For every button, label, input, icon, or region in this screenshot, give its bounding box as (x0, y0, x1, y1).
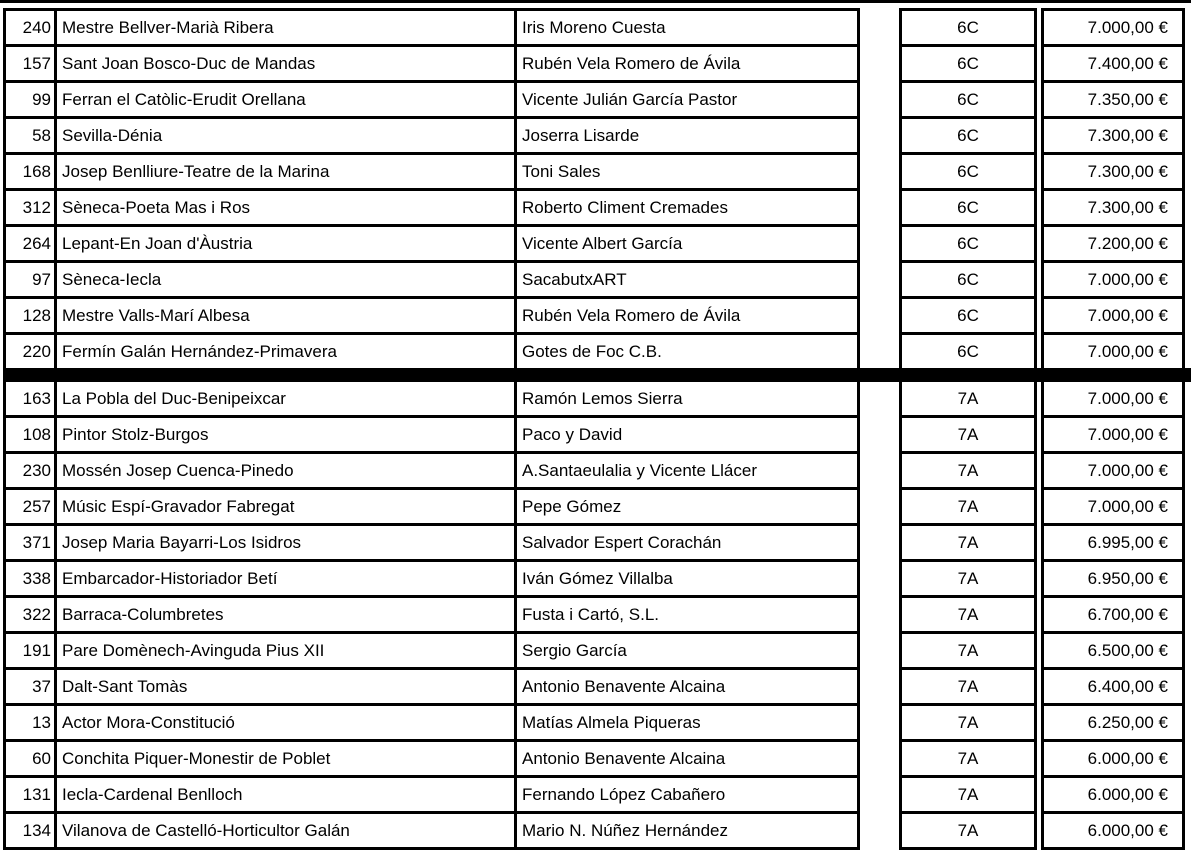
census-number-cell: 168 (3, 152, 57, 191)
table-row (3, 451, 1191, 490)
census-number-cell: 264 (3, 224, 57, 263)
section-cell: 7A (899, 631, 1037, 670)
table-row (3, 116, 1191, 155)
artist-name-cell: Vicente Julián García Pastor (514, 80, 860, 119)
falla-name-cell: Josep Maria Bayarri-Los Isidros (54, 523, 517, 562)
census-number-cell: 163 (3, 379, 57, 418)
budget-cell: 7.300,00 € (1041, 188, 1185, 227)
column-gap (860, 224, 899, 263)
falla-name-cell: Músic Espí-Gravador Fabregat (54, 487, 517, 526)
falla-name-cell: Josep Benlliure-Teatre de la Marina (54, 152, 517, 191)
artist-name-cell: SacabutxART (514, 260, 860, 299)
falla-name-cell: Barraca-Columbretes (54, 595, 517, 634)
section-cell: 6C (899, 116, 1037, 155)
table-row (3, 523, 1191, 562)
artist-name-cell: Rubén Vela Romero de Ávila (514, 44, 860, 83)
artist-name-cell: Salvador Espert Corachán (514, 523, 860, 562)
budget-cell: 6.995,00 € (1041, 523, 1185, 562)
section-cell: 6C (899, 224, 1037, 263)
falla-name-cell: Mestre Valls-Marí Albesa (54, 296, 517, 335)
column-gap (860, 80, 899, 119)
artist-name-cell: Paco y David (514, 415, 860, 454)
column-gap (860, 559, 899, 598)
budget-cell: 7.000,00 € (1041, 415, 1185, 454)
table-row (3, 811, 1191, 850)
table-row (3, 631, 1191, 670)
artist-name-cell: Toni Sales (514, 152, 860, 191)
artist-name-cell: Fusta i Cartó, S.L. (514, 595, 860, 634)
table-row (3, 739, 1191, 778)
census-number-cell: 13 (3, 703, 57, 742)
falla-name-cell: Actor Mora-Constitució (54, 703, 517, 742)
census-number-cell: 157 (3, 44, 57, 83)
artist-name-cell: Ramón Lemos Sierra (514, 379, 860, 418)
budget-cell: 6.000,00 € (1041, 775, 1185, 814)
table-row (3, 559, 1191, 598)
budget-cell: 7.200,00 € (1041, 224, 1185, 263)
artist-name-cell: Rubén Vela Romero de Ávila (514, 296, 860, 335)
table-row (3, 415, 1191, 454)
budget-cell: 7.300,00 € (1041, 152, 1185, 191)
column-gap (860, 188, 899, 227)
census-number-cell: 128 (3, 296, 57, 335)
census-number-cell: 338 (3, 559, 57, 598)
census-number-cell: 58 (3, 116, 57, 155)
budget-cell: 6.700,00 € (1041, 595, 1185, 634)
budget-cell: 7.000,00 € (1041, 379, 1185, 418)
census-number-cell: 134 (3, 811, 57, 850)
artist-name-cell: Iván Gómez Villalba (514, 559, 860, 598)
census-number-cell: 108 (3, 415, 57, 454)
table-row (3, 80, 1191, 119)
section-cell: 6C (899, 152, 1037, 191)
section-cell: 6C (899, 260, 1037, 299)
column-gap (860, 451, 899, 490)
falla-budget-table (3, 8, 1191, 850)
budget-cell: 7.000,00 € (1041, 260, 1185, 299)
artist-name-cell: Fernando López Cabañero (514, 775, 860, 814)
falla-name-cell: Vilanova de Castelló-Horticultor Galán (54, 811, 517, 850)
falla-name-cell: Mossén Josep Cuenca-Pinedo (54, 451, 517, 490)
artist-name-cell: Antonio Benavente Alcaina (514, 739, 860, 778)
column-gap (860, 152, 899, 191)
section-cell: 7A (899, 703, 1037, 742)
column-gap (860, 775, 899, 814)
table-row (3, 703, 1191, 742)
column-gap (860, 595, 899, 634)
section-cell: 6C (899, 80, 1037, 119)
falla-name-cell: Iecla-Cardenal Benlloch (54, 775, 517, 814)
census-number-cell: 60 (3, 739, 57, 778)
artist-name-cell: Sergio García (514, 631, 860, 670)
section-cell: 6C (899, 188, 1037, 227)
table-row (3, 260, 1191, 299)
budget-cell: 6.950,00 € (1041, 559, 1185, 598)
section-cell: 7A (899, 775, 1037, 814)
column-gap (860, 379, 899, 418)
column-gap (860, 631, 899, 670)
budget-cell: 6.000,00 € (1041, 811, 1185, 850)
artist-name-cell: Roberto Climent Cremades (514, 188, 860, 227)
falla-name-cell: Conchita Piquer-Monestir de Poblet (54, 739, 517, 778)
top-border-fragment (0, 0, 1191, 3)
column-gap (860, 487, 899, 526)
column-gap (860, 296, 899, 335)
census-number-cell: 371 (3, 523, 57, 562)
section-cell: 7A (899, 379, 1037, 418)
census-number-cell: 257 (3, 487, 57, 526)
falla-name-cell: Lepant-En Joan d'Àustria (54, 224, 517, 263)
table-row (3, 296, 1191, 335)
column-gap (860, 260, 899, 299)
table-row (3, 667, 1191, 706)
census-number-cell: 97 (3, 260, 57, 299)
section-cell: 6C (899, 8, 1037, 47)
budget-cell: 7.300,00 € (1041, 116, 1185, 155)
table-row (3, 8, 1191, 47)
column-gap (860, 116, 899, 155)
artist-name-cell: Vicente Albert García (514, 224, 860, 263)
budget-cell: 7.000,00 € (1041, 332, 1185, 371)
census-number-cell: 240 (3, 8, 57, 47)
column-gap (860, 811, 899, 850)
table-row (3, 379, 1191, 418)
budget-cell: 6.250,00 € (1041, 703, 1185, 742)
artist-name-cell: Mario N. Núñez Hernández (514, 811, 860, 850)
artist-name-cell: Pepe Gómez (514, 487, 860, 526)
census-number-cell: 220 (3, 332, 57, 371)
section-cell: 6C (899, 332, 1037, 371)
budget-cell: 7.000,00 € (1041, 451, 1185, 490)
budget-cell: 6.500,00 € (1041, 631, 1185, 670)
section-cell: 7A (899, 415, 1037, 454)
budget-cell: 6.000,00 € (1041, 739, 1185, 778)
section-cell: 7A (899, 811, 1037, 850)
census-number-cell: 312 (3, 188, 57, 227)
column-gap (860, 332, 899, 371)
section-cell: 6C (899, 44, 1037, 83)
column-gap (860, 415, 899, 454)
table-row (3, 224, 1191, 263)
column-gap (860, 44, 899, 83)
falla-name-cell: Pintor Stolz-Burgos (54, 415, 517, 454)
falla-name-cell: Sant Joan Bosco-Duc de Mandas (54, 44, 517, 83)
census-number-cell: 37 (3, 667, 57, 706)
budget-cell: 7.000,00 € (1041, 296, 1185, 335)
column-gap (860, 739, 899, 778)
falla-name-cell: Embarcador-Historiador Betí (54, 559, 517, 598)
table-row (3, 44, 1191, 83)
column-gap (860, 667, 899, 706)
artist-name-cell: A.Santaeulalia y Vicente Llácer (514, 451, 860, 490)
table-row (3, 332, 1191, 371)
column-gap (860, 8, 899, 47)
budget-cell: 7.400,00 € (1041, 44, 1185, 83)
budget-cell: 7.000,00 € (1041, 8, 1185, 47)
census-number-cell: 131 (3, 775, 57, 814)
census-number-cell: 230 (3, 451, 57, 490)
section-cell: 6C (899, 296, 1037, 335)
falla-name-cell: Sevilla-Dénia (54, 116, 517, 155)
column-gap (860, 703, 899, 742)
falla-name-cell: Sèneca-Poeta Mas i Ros (54, 188, 517, 227)
falla-name-cell: La Pobla del Duc-Benipeixcar (54, 379, 517, 418)
census-number-cell: 322 (3, 595, 57, 634)
artist-name-cell: Iris Moreno Cuesta (514, 8, 860, 47)
budget-cell: 7.000,00 € (1041, 487, 1185, 526)
section-cell: 7A (899, 451, 1037, 490)
budget-cell: 7.350,00 € (1041, 80, 1185, 119)
table-row (3, 487, 1191, 526)
table-row (3, 188, 1191, 227)
section-cell: 7A (899, 523, 1037, 562)
section-cell: 7A (899, 559, 1037, 598)
table-row (3, 775, 1191, 814)
artist-name-cell: Matías Almela Piqueras (514, 703, 860, 742)
census-number-cell: 99 (3, 80, 57, 119)
section-cell: 7A (899, 487, 1037, 526)
table-row (3, 595, 1191, 634)
section-cell: 7A (899, 595, 1037, 634)
falla-name-cell: Pare Domènech-Avinguda Pius XII (54, 631, 517, 670)
falla-name-cell: Sèneca-Iecla (54, 260, 517, 299)
section-cell: 7A (899, 667, 1037, 706)
falla-name-cell: Mestre Bellver-Marià Ribera (54, 8, 517, 47)
falla-name-cell: Ferran el Catòlic-Erudit Orellana (54, 80, 517, 119)
falla-name-cell: Fermín Galán Hernández-Primavera (54, 332, 517, 371)
section-cell: 7A (899, 739, 1037, 778)
falla-name-cell: Dalt-Sant Tomàs (54, 667, 517, 706)
artist-name-cell: Joserra Lisarde (514, 116, 860, 155)
budget-cell: 6.400,00 € (1041, 667, 1185, 706)
artist-name-cell: Gotes de Foc C.B. (514, 332, 860, 371)
artist-name-cell: Antonio Benavente Alcaina (514, 667, 860, 706)
census-number-cell: 191 (3, 631, 57, 670)
table-row (3, 152, 1191, 191)
column-gap (860, 523, 899, 562)
